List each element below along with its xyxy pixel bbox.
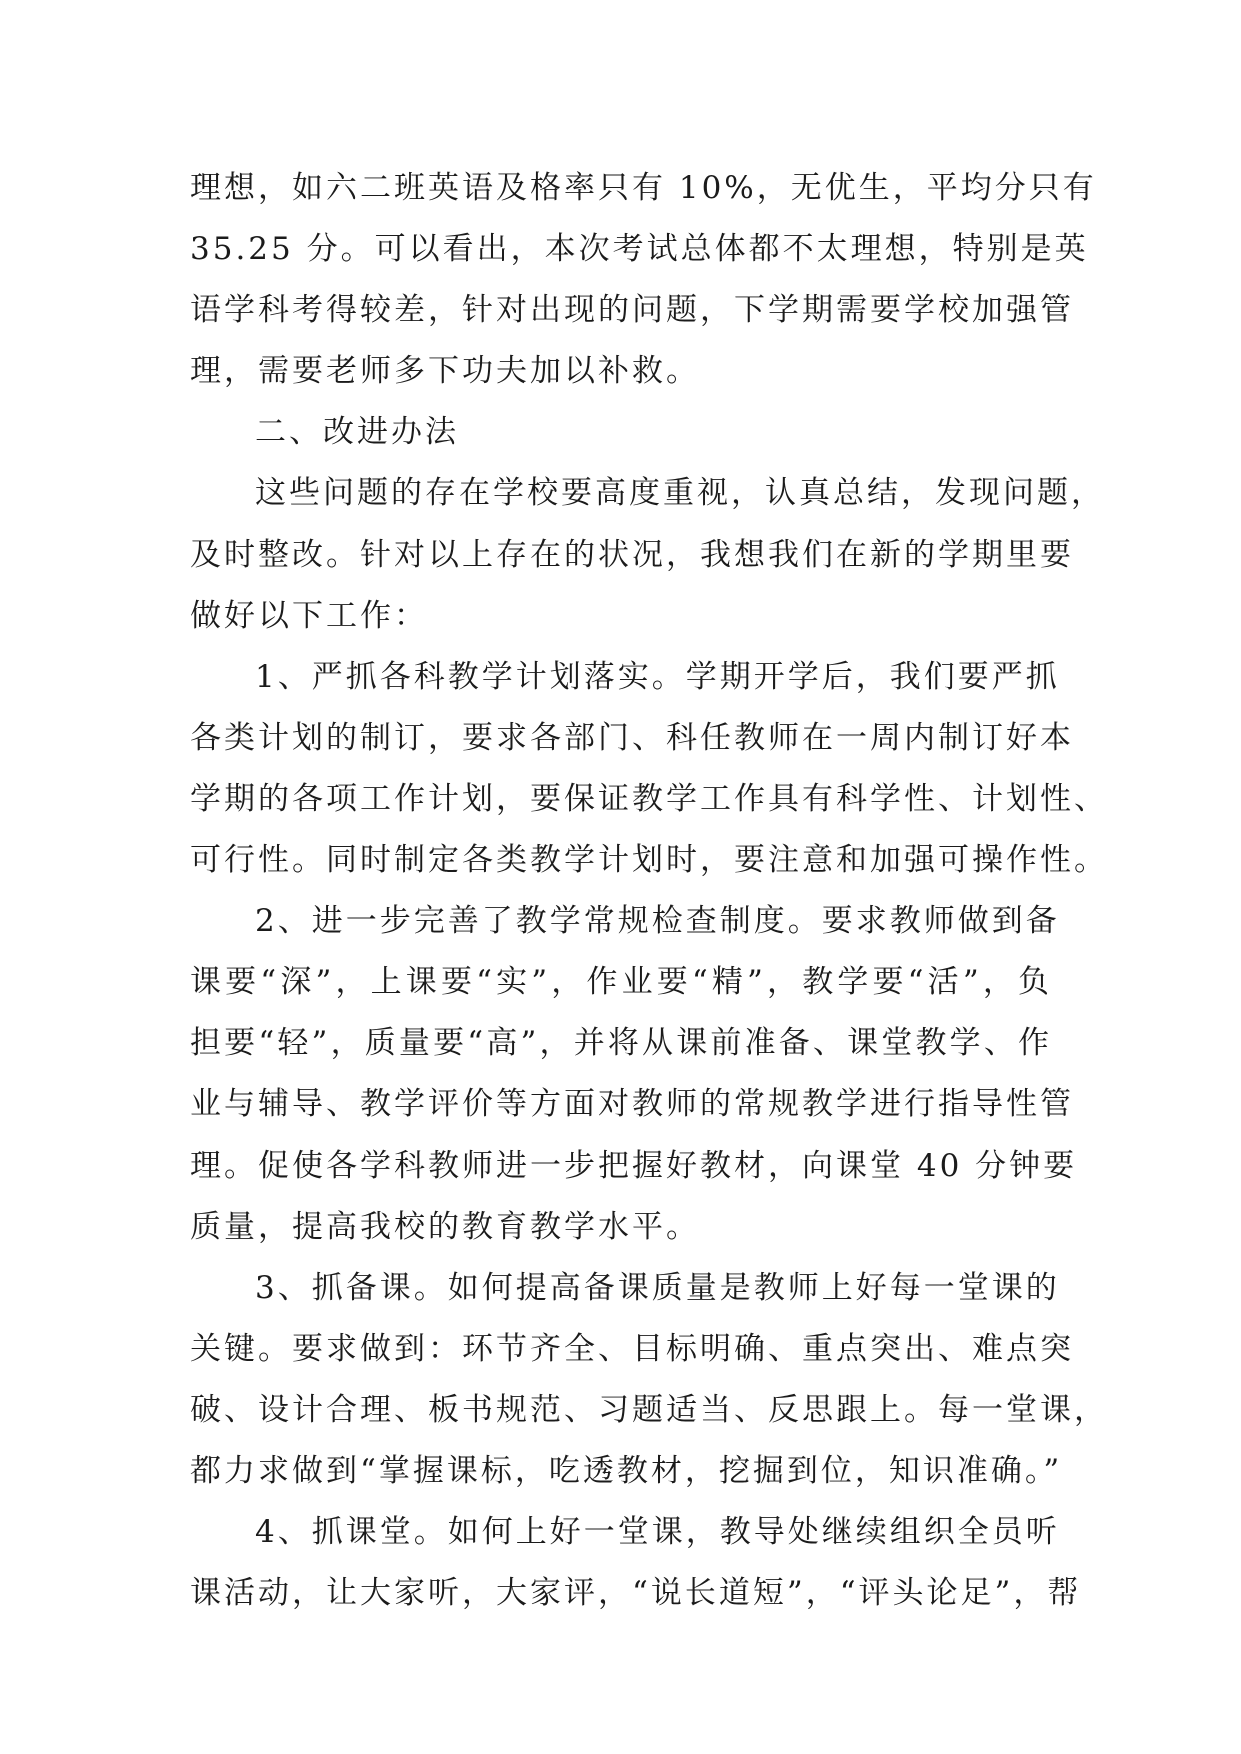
text-line: 质量，提高我校的教育教学水平。: [190, 1208, 700, 1245]
text-line: 担要“轻”，质量要“高”，并将从课前准备、课堂教学、作: [190, 1025, 1052, 1062]
text-line: 各类计划的制订，要求各部门、科任教师在一周内制订好本: [190, 719, 1074, 756]
text-line: 关键。要求做到：环节齐全、目标明确、重点突出、难点突: [190, 1330, 1074, 1367]
text-line: 破、设计合理、板书规范、习题适当、反思跟上。每一堂课，: [190, 1391, 1108, 1428]
text-line: 理。促使各学科教师进一步把握好教材，向课堂 40 分钟要: [190, 1147, 1078, 1184]
text-line: 做好以下工作：: [190, 597, 428, 634]
text-line: 业与辅导、教学评价等方面对教师的常规教学进行指导性管: [190, 1086, 1074, 1123]
text-line: 都力求做到“掌握课标，吃透教材，挖掘到位，知识准确。”: [190, 1452, 1063, 1489]
text-line: 3、抓备课。如何提高备课质量是教师上好每一堂课的: [255, 1269, 1060, 1306]
text-line: 可行性。同时制定各类教学计划时，要注意和加强可操作性。: [190, 842, 1108, 879]
text-line: 4、抓课堂。如何上好一堂课，教导处继续组织全员听: [255, 1514, 1060, 1551]
text-line: 语学科考得较差，针对出现的问题，下学期需要学校加强管: [190, 292, 1074, 329]
text-line: 及时整改。针对以上存在的状况，我想我们在新的学期里要: [190, 536, 1074, 573]
text-line: 35.25 分。可以看出，本次考试总体都不太理想，特别是英: [190, 231, 1089, 268]
text-line: 课要“深”，上课要“实”，作业要“精”，教学要“活”，负: [190, 964, 1052, 1001]
text-line: 这些问题的存在学校要高度重视，认真总结，发现问题，: [255, 475, 1105, 512]
text-line: 理，需要老师多下功夫加以补救。: [190, 353, 700, 390]
text-line: 课活动，让大家听，大家评，“说长道短”，“评头论足”，帮: [190, 1575, 1082, 1612]
body-text: [190, 158, 1108, 1624]
section-heading: 二、改进办法: [255, 414, 459, 451]
text-line: 1、严抓各科教学计划落实。学期开学后，我们要严抓: [255, 658, 1060, 695]
text-line: 理想，如六二班英语及格率只有 10%，无优生，平均分只有: [190, 170, 1097, 206]
text-line: 学期的各项工作计划，要保证教学工作具有科学性、计划性、: [190, 780, 1108, 817]
text-line: 2、进一步完善了教学常规检查制度。要求教师做到备: [255, 903, 1060, 940]
